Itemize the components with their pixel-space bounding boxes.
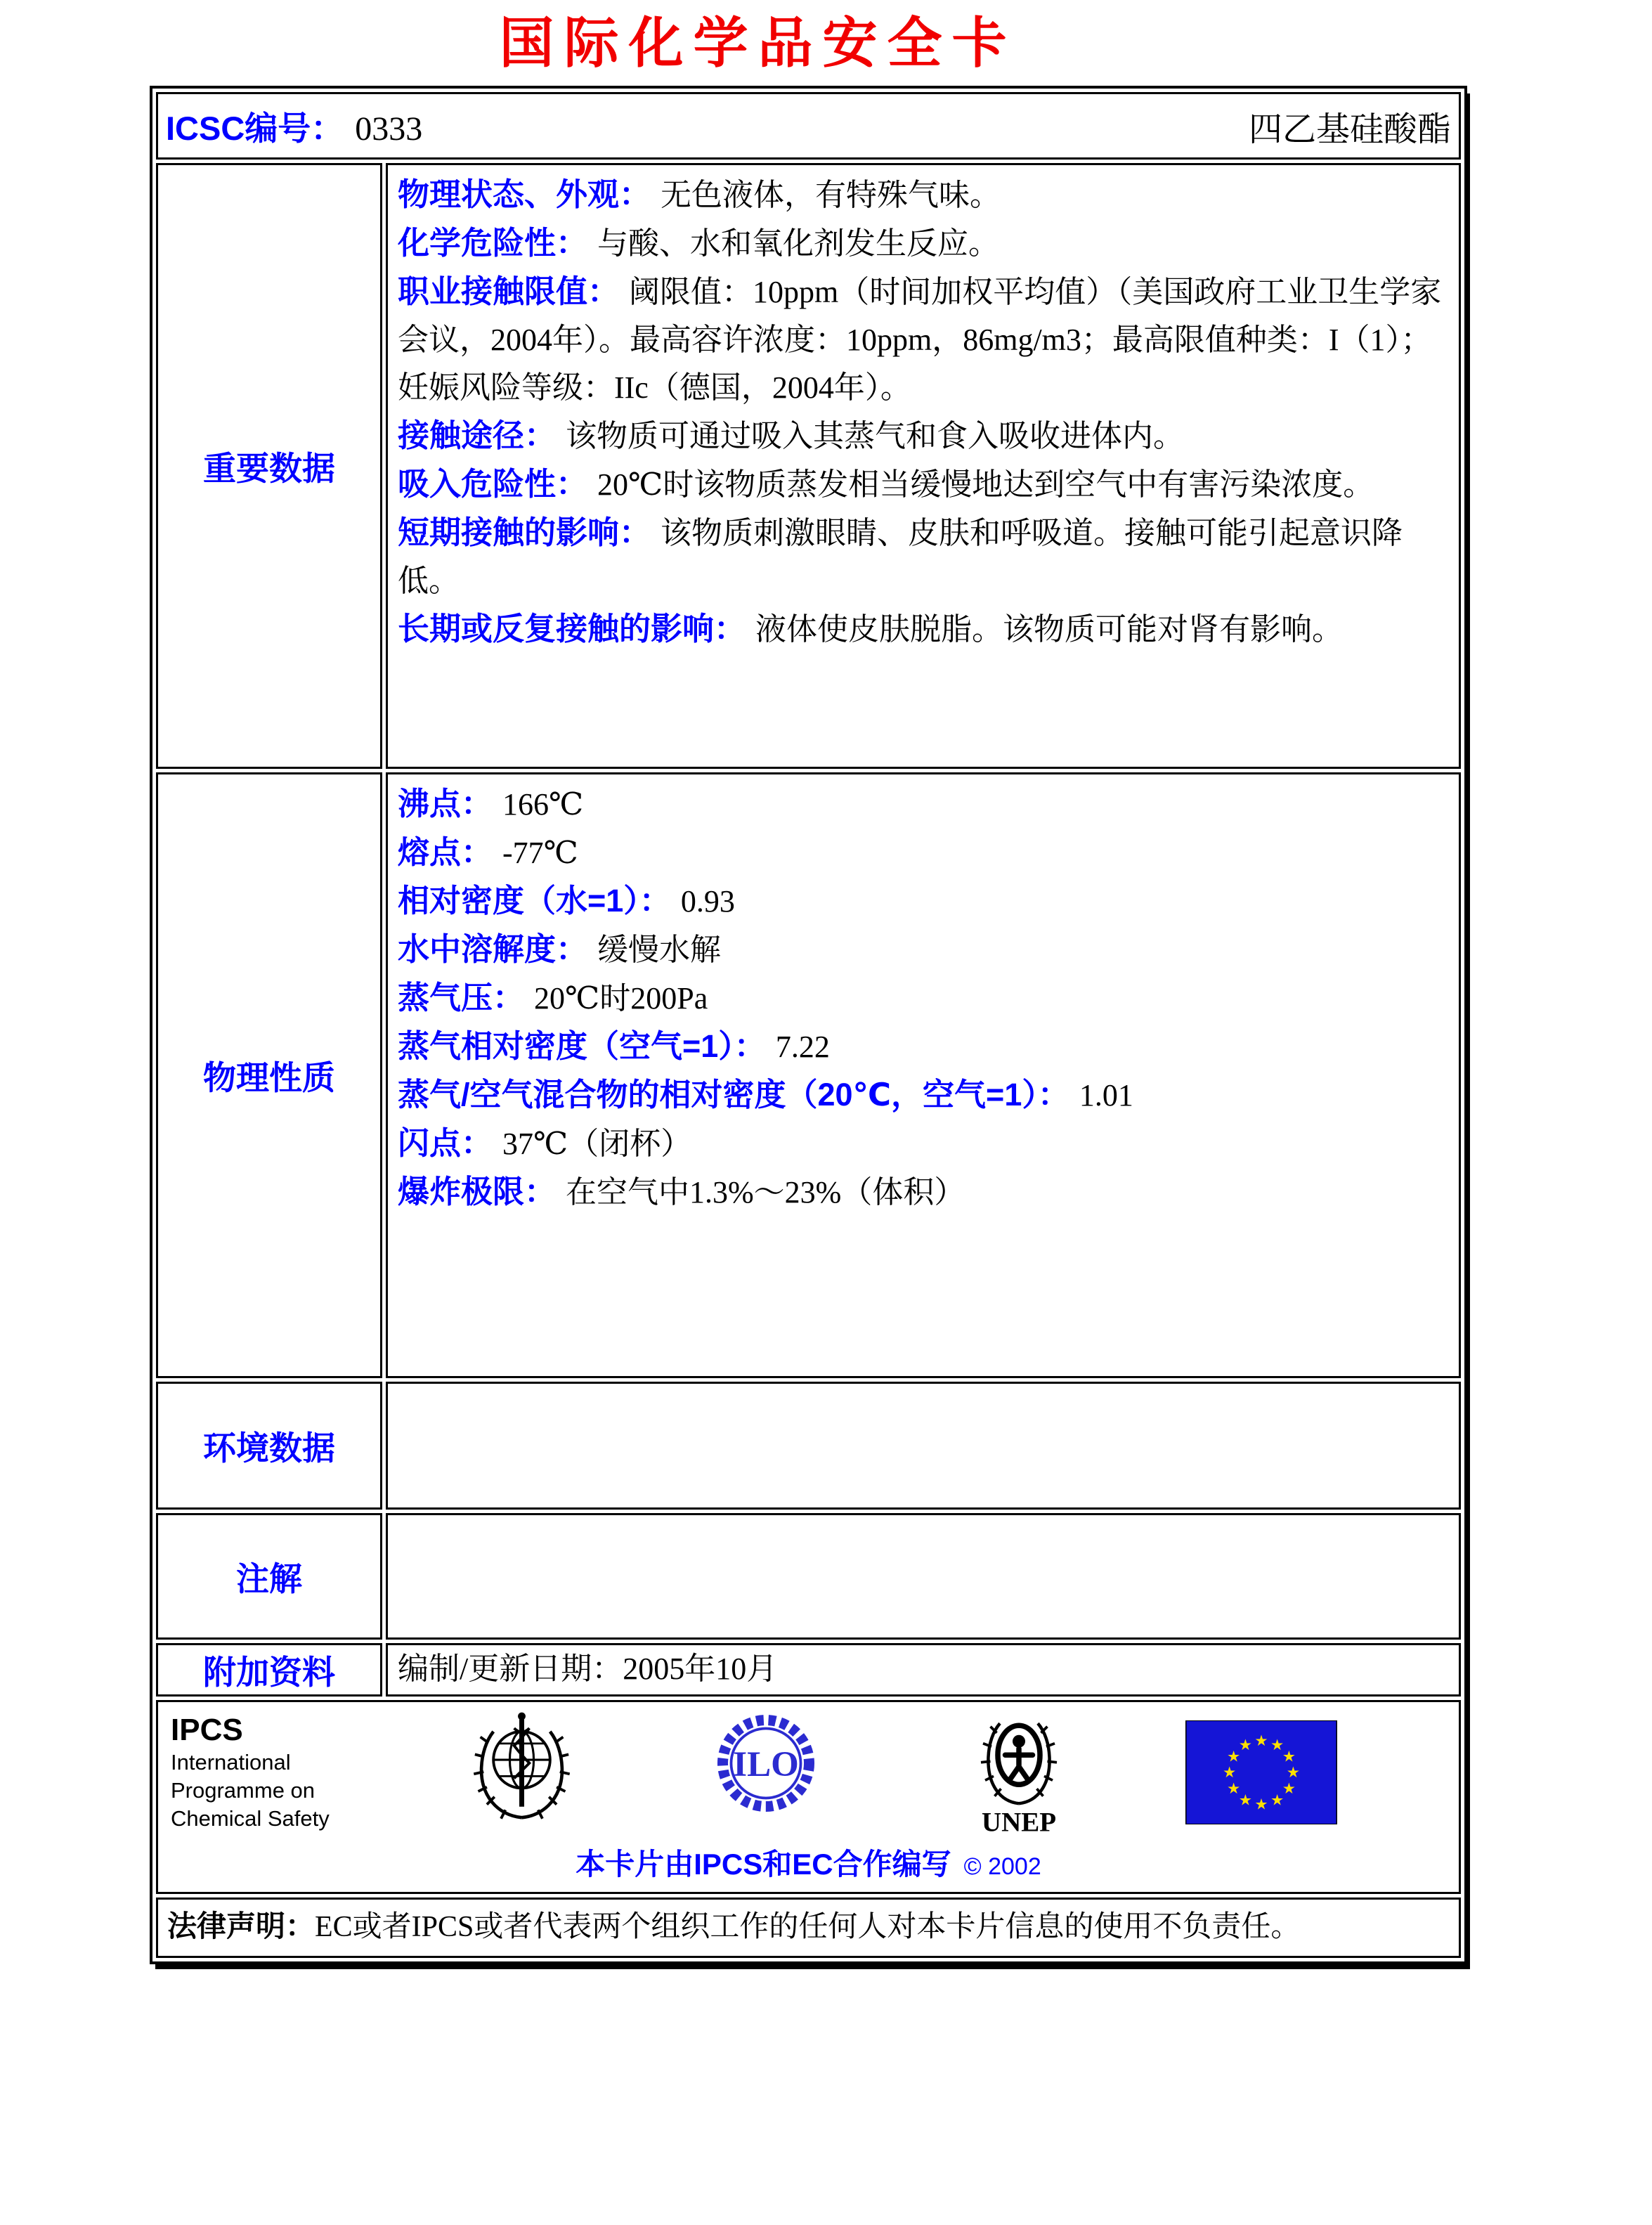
item-value: 该物质可通过吸入其蒸气和食入吸收进体内。 bbox=[566, 419, 1185, 453]
property-item bbox=[398, 1120, 1449, 1168]
important-item bbox=[398, 605, 1449, 654]
ipcs-text-block bbox=[171, 1712, 330, 1833]
row-label-physical-properties: 物理性质 bbox=[156, 772, 382, 1378]
property-value: 在空气中1.3%～23%（体积） bbox=[566, 1175, 965, 1209]
unep-logo-text: UNEP bbox=[981, 1807, 1057, 1836]
property-item bbox=[398, 926, 1449, 974]
row-label-additional-info: 附加资料 bbox=[156, 1643, 382, 1697]
cooperation-caption bbox=[158, 1841, 1459, 1883]
row-label-notes: 注解 bbox=[156, 1513, 382, 1640]
important-data-row bbox=[156, 163, 1461, 769]
legal-cell bbox=[156, 1898, 1461, 1958]
property-item bbox=[398, 1168, 1449, 1217]
physical-properties-row bbox=[156, 772, 1461, 1378]
ipcs-acronym: IPCS bbox=[171, 1713, 243, 1747]
who-logo-icon bbox=[467, 1711, 576, 1830]
row-label-environmental-data: 环境数据 bbox=[156, 1382, 382, 1510]
item-label: 接触途径： bbox=[398, 417, 557, 453]
notes-row bbox=[156, 1513, 1461, 1640]
svg-text:★: ★ bbox=[1282, 1748, 1296, 1766]
property-item bbox=[398, 974, 1449, 1023]
ilo-logo-text: ILO bbox=[733, 1745, 799, 1784]
svg-text:★: ★ bbox=[1238, 1736, 1252, 1754]
ipcs-line: International bbox=[171, 1750, 291, 1775]
header-row bbox=[156, 92, 1461, 160]
icsc-number-label: ICSC编号： bbox=[166, 109, 344, 147]
logos-row bbox=[156, 1700, 1461, 1894]
item-value: 20℃时该物质蒸发相当缓慢地达到空气中有害污染浓度。 bbox=[597, 467, 1374, 502]
property-item bbox=[398, 780, 1449, 829]
important-data-content bbox=[386, 163, 1461, 769]
item-value: 无色液体，有特殊气味。 bbox=[661, 178, 1001, 212]
logos-cell bbox=[156, 1700, 1461, 1894]
cooperation-caption-text: 本卡片由IPCS和EC合作编写 bbox=[575, 1848, 951, 1881]
svg-text:★: ★ bbox=[1223, 1764, 1237, 1782]
property-label: 熔点： bbox=[398, 834, 493, 870]
property-value: 缓慢水解 bbox=[597, 933, 722, 967]
svg-text:★: ★ bbox=[1226, 1779, 1241, 1798]
svg-text:★: ★ bbox=[1282, 1779, 1296, 1798]
property-item bbox=[398, 1071, 1449, 1120]
important-item bbox=[398, 171, 1449, 219]
item-label: 物理状态、外观： bbox=[398, 176, 651, 212]
property-item bbox=[398, 829, 1449, 877]
important-item bbox=[398, 412, 1449, 460]
legal-label: 法律声明： bbox=[167, 1909, 316, 1942]
eu-flag-icon bbox=[1185, 1720, 1337, 1828]
item-label: 吸入危险性： bbox=[398, 466, 588, 502]
row-label-important-data: 重要数据 bbox=[156, 163, 382, 769]
property-label: 沸点： bbox=[398, 786, 493, 822]
property-label: 爆炸极限： bbox=[398, 1174, 557, 1209]
svg-text:★: ★ bbox=[1254, 1796, 1268, 1814]
svg-text:★: ★ bbox=[1270, 1791, 1284, 1810]
property-value: -77℃ bbox=[502, 836, 578, 870]
legal-text: EC或者IPCS或者代表两个组织工作的任何人对本卡片信息的使用不负责任。 bbox=[315, 1911, 1301, 1943]
item-label: 短期接触的影响： bbox=[398, 514, 651, 550]
item-label: 化学危险性： bbox=[398, 225, 588, 261]
property-label: 蒸气压： bbox=[398, 980, 525, 1016]
copyright-text: © 2002 bbox=[963, 1853, 1041, 1880]
property-item bbox=[398, 1023, 1449, 1071]
property-label: 蒸气/空气混合物的相对密度（20℃，空气=1）： bbox=[398, 1077, 1069, 1112]
property-value: 0.93 bbox=[680, 884, 735, 919]
property-label: 蒸气相对密度（空气=1）： bbox=[398, 1028, 766, 1064]
property-value: 20℃时200Pa bbox=[534, 981, 708, 1016]
header-cell bbox=[156, 92, 1461, 160]
chemical-name: 四乙基硅酸酯 bbox=[1248, 110, 1451, 148]
icsc-number-value: 0333 bbox=[355, 110, 423, 148]
environmental-data-content bbox=[386, 1382, 1461, 1510]
legal-row bbox=[156, 1898, 1461, 1958]
property-value: 37℃（闭杯） bbox=[502, 1127, 692, 1161]
additional-info-content: 编制/更新日期：2005年10月 bbox=[386, 1643, 1461, 1697]
svg-text:★: ★ bbox=[1238, 1791, 1252, 1810]
ilo-logo-icon bbox=[713, 1711, 819, 1819]
property-value: 166℃ bbox=[502, 787, 584, 822]
physical-properties-content bbox=[386, 772, 1461, 1378]
property-value: 1.01 bbox=[1079, 1078, 1133, 1112]
property-label: 水中溶解度： bbox=[398, 931, 588, 967]
environmental-data-row bbox=[156, 1382, 1461, 1510]
item-value: 该物质刺激眼睛、皮肤和呼吸道。接触可能引起意识降低。 bbox=[398, 516, 1403, 598]
page-title-wrap bbox=[150, 0, 1467, 77]
property-label: 闪点： bbox=[398, 1125, 493, 1161]
icsc-number-group bbox=[166, 103, 422, 150]
ipcs-line: Programme on bbox=[171, 1778, 316, 1803]
page-title: 国际化学品安全卡 bbox=[499, 11, 1017, 75]
important-item bbox=[398, 460, 1449, 509]
icsc-card-table bbox=[150, 86, 1467, 1964]
notes-content bbox=[386, 1513, 1461, 1640]
property-value: 7.22 bbox=[775, 1030, 830, 1064]
svg-text:★: ★ bbox=[1270, 1736, 1284, 1754]
svg-text:★: ★ bbox=[1254, 1732, 1268, 1750]
unep-logo-icon bbox=[966, 1706, 1072, 1840]
important-item bbox=[398, 268, 1449, 412]
item-label: 长期或反复接触的影响： bbox=[398, 611, 746, 647]
additional-info-row bbox=[156, 1643, 1461, 1697]
svg-text:★: ★ bbox=[1226, 1748, 1241, 1766]
svg-text:★: ★ bbox=[1286, 1764, 1300, 1782]
item-value: 与酸、水和氧化剂发生反应。 bbox=[597, 226, 1000, 261]
important-item bbox=[398, 219, 1449, 268]
property-item bbox=[398, 877, 1449, 926]
item-label: 职业接触限值： bbox=[398, 273, 620, 309]
item-value: 液体使皮肤脱脂。该物质可能对肾有影响。 bbox=[755, 612, 1344, 647]
ipcs-line: Chemical Safety bbox=[171, 1806, 330, 1831]
important-item bbox=[398, 509, 1449, 605]
property-label: 相对密度（水=1）： bbox=[398, 883, 671, 919]
item-value: 阈限值：10ppm（时间加权平均值）（美国政府工业卫生学家会议，2004年）。最高容许浓度：10ppm，86mg/m3；最高限值种类：I（1）；妊娠风险等级：IIc（德国，2004年）。 bbox=[398, 275, 1442, 405]
